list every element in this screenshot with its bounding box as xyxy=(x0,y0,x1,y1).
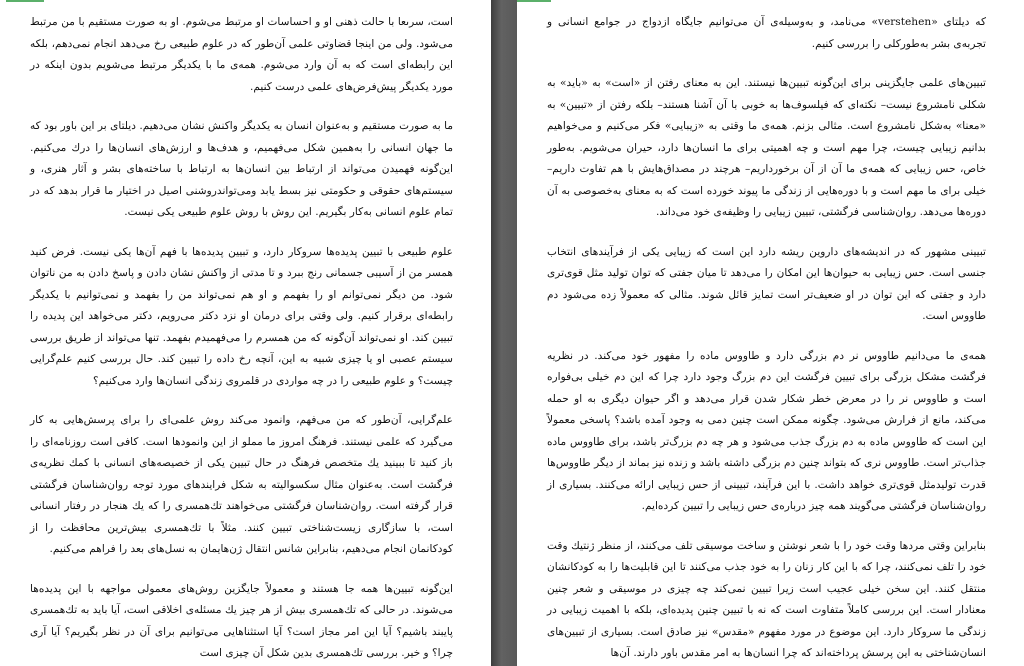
page-gutter xyxy=(491,0,517,666)
paragraph: علوم طبيعى با تبيين پديده‌ها سروكار دارد، و تبيين پديده‌ها با فهم آن‌ها يكى نيست. فرض كنيد همسر من از آسيبى جسمانى رنج ببرد و تا مدتى از واكنش نشان دادن و پاسخ دادن به من ناتوان شود. من ديگر نمى‌توانم او را بفهمم و او هم نمى‌تواند من را بفهمد و نمى‌توانيم با يكديگر رابطه‌اى برقرار كنيم. ولى وقتى براى درمان او نزد دكتر مى‌رويم، دكتر مى‌خواهد اين پديده را تبيين كند. او نمى‌تواند آن‌گونه كه من همسرم را مى‌فهميدم بفهمد. تنها مى‌تواند از طريق بررسى سيستم عصبى او يا چيزى شبيه به اين، آنچه رخ داده را تبيين كند. حال بررسى كنيم علم‌گرايى چيست؟ و علوم طبيعى را در چه مواردى در قلمروى زندگى انسان‌ها وارد مى‌كنيم؟ xyxy=(30,245,453,387)
paragraph: همه‌ى ما مى‌دانيم طاووس نر دم بزرگى دارد و طاووس ماده را مفهور خود مى‌كند. در نظريه فرگشت مشكل بزرگى براى تبيين فرگشت اين دم بزرگ وجود دارد چرا كه اين دم خيلى بى‌فواره است و طاووس نر را در معرض خطر شكار شدن قرار مى‌دهد و اگر حيوان ديگرى به او حمله مى‌كند، مانع از فرارش مى‌شود. چگونه ممكن است چنين دمى به وجود آمده باشد؟ پاسخى معمولاً اين است كه طاووس ماده به دم بزرگ جذب مى‌شود و هر چه دم بزرگ‌تر باشد، براى طاووس ماده جذاب‌تر است. طاووس نرى كه بتواند چنين دم بزرگى داشته باشد و زنده نيز بماند از ديگر طاووس‌ها قدرت توليدمثل قوى‌ترى خواهد داشت. با اين فرآيند، تبيينى از حس زيبايى ارائه مى‌كنند. بسيارى از روان‌شناسان فرگشتى مى‌گويند همه چيز درباره‌ى حس زيبايى را تبيين كرده‌ايم. xyxy=(547,349,986,512)
page-left-accent xyxy=(6,0,44,2)
paragraph: است، سرىعا با حالت ذهنى او و احساسات او مرتبط مى‌شوم. او به صورت مستقيم با من مرتبط مى‌شود. ولى من اينجا قضاوتى علمى آن‌طور كه در علوم طبيعى رخ مى‌دهد انجام نمى‌دهم، بلكه اين رابطه‌اى است كه به آن وارد مى‌شوم. همه‌ى ما با يكديگر مرتبط مى‌شويم بدون اينكه در مورد يكديگر پيش‌فرض‌هاى علمى درست كنيم. xyxy=(30,16,453,93)
paragraph: اين‌گونه تبيين‌ها همه جا هستند و معمولاً جايگزين روش‌هاى معمولى مواجهه با اين پديده‌ها مى‌شوند. در حالى كه تك‌همسرى بيش از هر چيز يك مسئله‌ى اخلاقى است، آيا بايد به تك‌همسرى پايبند باشيم؟ آيا اين امر مجاز است؟ آيا استثناهايى مى‌توانيم براى آن در نظر بگيريم؟ آيا آرى چرا؟ و خير. بررسى تك‌همسرى بدين شكل آن چيزى است xyxy=(30,582,453,659)
paragraph: تبيين‌هاى علمى جايگزينى براى اين‌گونه تبيين‌ها نيستند. اين به معناى رفتن از «است» به «بايد» به شكلى نامشروع نيست– نكته‌اى كه فيلسوف‌ها به خوبى با آن آشنا هستند– بلكه رفتن از «تبيين» به «معنا» به‌شكل نامشروع است. مثالى بزنم. همه‌ى ما وقتى به «زيبايى» فكر مى‌كنيم و مى‌خواهيم بدانيم زيبايى چيست، چرا مهم است و چه اهميتى براى ما انسان‌ها دارد، حيران مى‌شويم. به‌طور خاص، حس زيبايى كه همه‌ى ما آن از آن برخورداريم– هرچند در مصداق‌هايش با هم تفاوت داريم– خيلى براى ما مهم است و با دوره‌هايى از زندگى ما پيوند خورده است كه به معناى به‌خصوصى به آن دوره‌ها مى‌دهد. روان‌شناسى فرگشتى، تبيين زيبايى را وظيفه‌ى خود مى‌داند. xyxy=(547,77,986,218)
paragraph: تبيينى مشهور كه در انديشه‌هاى داروين ريشه دارد اين است كه زيبايى يكى از فرآيندهاى انتخاب جنسى است. حس زيبايى به حيوان‌ها اين امكان را مى‌دهد تا ميان جفتى كه توان توليد مثل قوى‌ترى دارد و جفتى كه اين توان در او ضعيف‌تر است تمايز قائل شوند. مثالى كه معمولاً زده مى‌شود دم طاووس است. xyxy=(547,245,986,322)
page-right xyxy=(517,0,1024,666)
paragraph: ما به صورت مستقيم و به‌عنوان انسان به يكديگر واكنش نشان مى‌دهيم. دیلتای بر این باور بود كه ما جهان انسانى را به‌همين شكل مى‌فهميم، و هدف‌ها و ارزش‌هاى انسان‌ها را درك مى‌كنيم. اين‌گونه فهميدن مى‌تواند از ارتباط بين انسان‌ها به ارتباط با ساخته‌هاى بشر و آثار هنرى، و سيستم‌هاى حقوقى و حكومتى نيز بسط يابد ومى‌تواندروشنى اصيل در اختيار ما قرار بدهد كه در تمام علوم انسانى به‌كار بگيريم. اين روش با روش علوم طبيعى يكى نيست. xyxy=(30,120,453,218)
paragraph: بنابراين وقتى مردها وقت خود را با شعر نوشتن و ساخت موسيقى تلف مى‌كنند، از منظر ژنتيك وقت خود را تلف نمى‌كنند، چرا كه با اين كار زنان را به خود جذب مى‌كنند تا اين قابليت‌ها را به كودكانشان منتقل كنند. اين سخن خيلى عجيب است زيرا تبيين نمى‌كند چه چيزى در موسيقى و شعر چنين معنادار است. اين بررسى كاملاً متفاوت است كه نه با تبيين چنين پديده‌اى، بلكه با اهميت زيبايى در زندگى ما سروكار دارد. اين موضوع در مورد مفهوم «مقدس» نيز صادق است. بسيارى از تبيين‌هاى انسان‌شناختى به اين پرسش پرداخته‌اند كه چرا انسان‌ها به امر مقدس باور دارند. آن‌ها xyxy=(547,539,986,659)
paragraph: علم‌گرايى، آن‌طور كه من مى‌فهم، وانمود مى‌كند روش علمى‌اى را براى پرسش‌هايى به كار مى‌گيرد كه علمى نيستند. فرهنگ امروز ما مملو از اين وانمودها است. كافى است روزنامه‌اى را باز كنيد تا ببينيد يك متخصص فرهنگ در حال تبيين يكى از خصيصه‌هاى انسانى با كمك نظريه‌ى فرگشت است. به‌عنوان مثال سكسواليته به شكل فرايندهاى مورد توجه روان‌شناسان فرگشتى قرار گرفته است. روان‌شناسان فرگشتى مى‌خواهند تك‌همسرى را كه يك هنجار در رفتار انسانى است، با سازگارى زيست‌شناختى تبيين كنند. مثلاً با تك‌همسرى بيش‌ترين محافظت را از كودكانمان انجام مى‌دهيم، بنابراين شانس انتقال ژن‌هايمان به نسل‌هاى بعد را فراهم مى‌كنيم. xyxy=(30,414,453,555)
page-right-accent xyxy=(517,0,551,2)
page-left xyxy=(0,0,491,666)
paragraph: كه دیلتای «verstehen» مى‌نامد، و به‌وسيله‌ى آن مى‌توانيم جايگاه ازدواج در جوامع انسانى و تجربه‌ى بشر به‌طوركلى را بررسى كنيم. xyxy=(547,16,986,50)
